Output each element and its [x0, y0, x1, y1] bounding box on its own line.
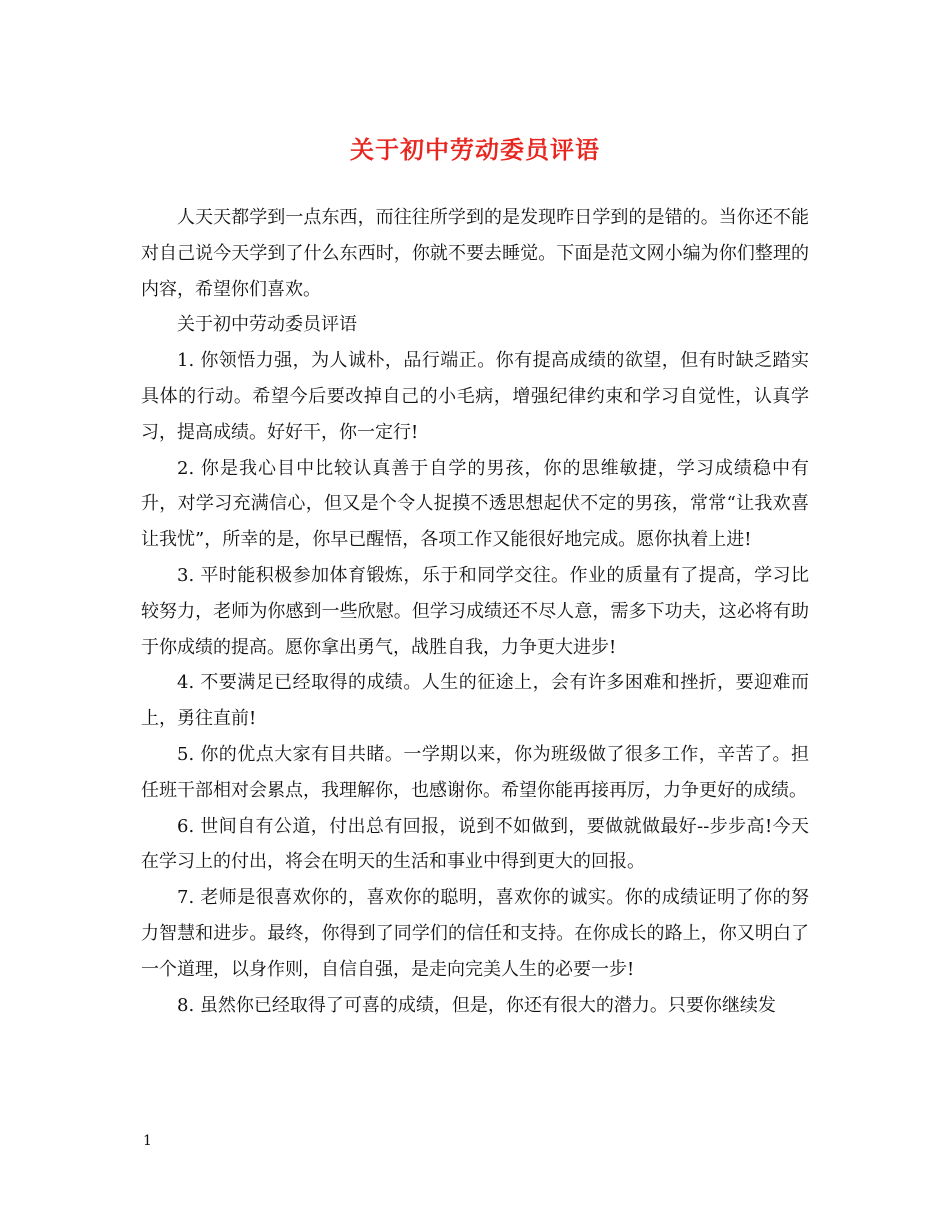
- comment-paragraph-2: 2. 你是我心目中比较认真善于自学的男孩，你的思维敏捷，学习成绩稳中有升，对学习充满信心，但又是个令人捉摸不透思想起伏不定的男孩，常常“让我欢喜让我忧”，所幸的是，你早已醒悟，各项工作又能很好地完成。愿你执着上进!: [141, 457, 809, 551]
- comment-paragraph-1: 1. 你领悟力强，为人诚朴，品行端正。你有提高成绩的欲望，但有时缺乏踏实具体的行动。希望今后要改掉自己的小毛病，增强纪律约束和学习自觉性，认真学习，提高成绩。好好干，你一定行!: [141, 350, 809, 443]
- section-heading: 关于初中劳动委员评语: [177, 314, 357, 336]
- comment-paragraph-7: 7. 老师是很喜欢你的，喜欢你的聪明，喜欢你的诚实。你的成绩证明了你的努力智慧和进步。最终，你得到了同学们的信任和支持。在你成长的路上，你又明白了一个道理，以身作则，自信自强，是走向完美人生的必要一步!: [141, 887, 809, 980]
- page-number: 1: [143, 1133, 152, 1149]
- comment-paragraph-4: 4. 不要满足已经取得的成绩。人生的征途上，会有许多困难和挫折，要迎难而上，勇往直前!: [141, 672, 809, 730]
- comment-paragraph-6: 6. 世间自有公道，付出总有回报，说到不如做到，要做就做最好--步步高!今天在学习上的付出，将会在明天的生活和事业中得到更大的回报。: [141, 815, 809, 873]
- comment-paragraph-5: 5. 你的优点大家有目共睹。一学期以来，你为班级做了很多工作，辛苦了。担任班干部相对会累点，我理解你，也感谢你。希望你能再接再厉，力争更好的成绩。: [141, 743, 809, 801]
- document-title: 关于初中劳动委员评语: [350, 135, 600, 164]
- comment-paragraph-8: 8. 虽然你已经取得了可喜的成绩，但是，你还有很大的潜力。只要你继续发: [177, 994, 776, 1016]
- intro-paragraph: 人天天都学到一点东西，而往往所学到的是发现昨日学到的是错的。当你还不能对自己说今天学到了什么东西时，你就不要去睡觉。下面是范文网小编为你们整理的内容，希望你们喜欢。: [141, 207, 809, 300]
- document-body: [141, 200, 809, 1023]
- comment-paragraph-3: 3. 平时能积极参加体育锻炼，乐于和同学交往。作业的质量有了提高，学习比较努力，老师为你感到一些欣慰。但学习成绩还不尽人意，需多下功夫，这必将有助于你成绩的提高。愿你拿出勇气，战胜自我，力争更大进步!: [141, 564, 809, 658]
